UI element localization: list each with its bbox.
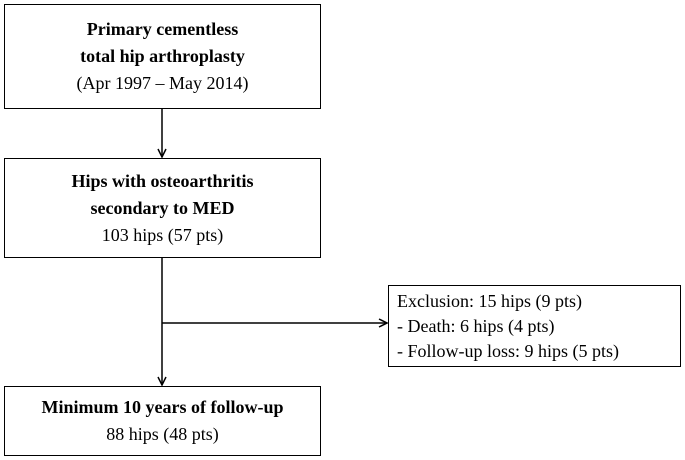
med-title-line-2: secondary to MED [90,197,235,218]
final-title: Minimum 10 years of follow-up [41,397,284,417]
med-hip-count: 103 hips (57 pts) [101,224,224,245]
primary-title-line-1: Primary cementless [86,19,239,39]
final-cohort-box [4,386,321,456]
exclusion-total: Exclusion: 15 hips (9 pts) [397,290,582,311]
exclusion-death: - Death: 6 hips (4 pts) [397,315,555,336]
primary-date-range: (Apr 1997 – May 2014) [76,73,249,93]
med-title-line-1: Hips with osteoarthritis [71,170,254,191]
exclusion-follow-up-loss: - Follow-up loss: 9 hips (5 pts) [397,340,620,361]
final-hip-count: 88 hips (48 pts) [106,424,219,444]
exclusion-box [388,285,681,367]
med-hips-box [4,158,321,258]
primary-title-line-2: total hip arthroplasty [80,46,245,66]
primary-tha-box [4,4,321,109]
